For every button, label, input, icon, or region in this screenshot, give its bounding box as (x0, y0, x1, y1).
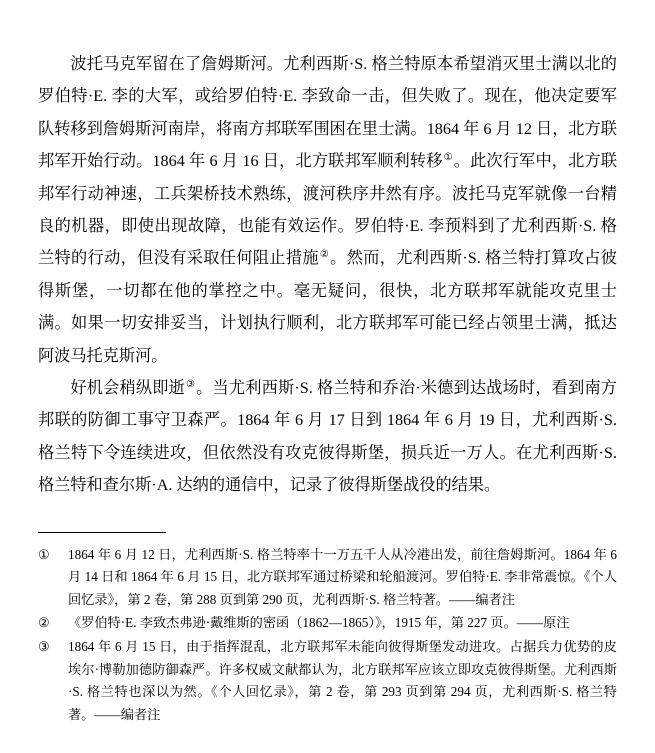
footnote-text: 1864 年 6 月 15 日，由于指挥混乱，北方联邦军未能向彼得斯堡发动进攻。占据兵力优势的皮埃尔·博勒加德防御森严。许多权威文献都认为，北方联邦军应该立即攻克彼得斯堡。尤利西斯·S. 格兰特也深以为然。《个人回忆录》，第 2 卷，第 293 页到第 294 页，尤利西斯·S. 格兰特著。——编者注 (68, 639, 617, 722)
footnote-marker: ② (38, 615, 50, 631)
footnote-item (38, 636, 617, 726)
paragraph-2 (38, 372, 617, 502)
footnote-marker: ③ (38, 639, 50, 655)
paragraph-2-part-2: 。当尤利西斯·S. 格兰特和乔治·米德到达战场时，看到南方邦联的防御工事守卫森严。1864 年 6 月 17 日到 1864 年 6 月 19 日，尤利西斯·S. 格兰特下令连续进攻，但依然没有攻克彼得斯堡，损兵近一万人。在尤利西斯·S. 格兰特和查尔斯·A. 达纳的通信中，记录了彼得斯堡战役的结果。 (38, 379, 617, 495)
body-text (38, 48, 617, 502)
footnote-ref-1[interactable]: ① (443, 151, 453, 163)
footnote-item (38, 544, 617, 612)
footnote-ref-3[interactable]: ③ (185, 378, 196, 390)
footnote-separator (38, 532, 166, 533)
footnote-text: 1864 年 6 月 12 日，尤利西斯·S. 格兰特率十一万五千人从冷港出发，前往詹姆斯河。1864 年 6 月 14 日和 1864 年 6 月 15 日，北方联邦军通过桥梁和轮船渡河。罗伯特·E. 李非常震惊。《个人回忆录》，第 2 卷，第 288 页到第 290 页，尤利西斯·S. 格兰特著。——编者注 (68, 546, 617, 607)
footnote-ref-2[interactable]: ② (319, 249, 330, 261)
footnote-text: 《罗伯特·E. 李致杰弗逊·戴维斯的密函（1862—1865）》，1915 年，第 227 页。——原注 (68, 615, 570, 631)
footnote-marker: ① (38, 546, 50, 562)
paragraph-2-part-1: 好机会稍纵即逝 (70, 379, 185, 398)
paragraph-1 (38, 48, 617, 372)
paragraph-1-part-1: 波托马克军留在了詹姆斯河。尤利西斯·S. 格兰特原本希望消灭里士满以北的罗伯特·E. 李的大军，或给罗伯特·E. 李致命一击，但失败了。现在，他决定要军队转移到詹姆斯河南岸，将南方邦联军围困在里士满。1864 年 6 月 12 日，北方联邦军开始行动。1864 年 6 月 16 日，北方联邦军顺利转移 (38, 55, 617, 171)
footnotes-section (38, 544, 617, 727)
footnote-item (38, 612, 617, 635)
paragraph-1-part-3: 。然而，尤利西斯·S. 格兰特打算攻占彼得斯堡，一切都在他的掌控之中。毫无疑问，很快，北方联邦军就能攻克里士满。如果一切安排妥当，计划执行顺利，北方联邦军可能已经占领里士满，抵达阿波马托克斯河。 (38, 249, 617, 365)
paragraph-1-part-2: 。此次行军中，北方联邦军行动神速，工兵架桥技术熟练，渡河秩序井然有序。波托马克军就像一台精良的机器，即使出现故障，也能有效运作。罗伯特·E. 李预料到了尤利西斯·S. 格兰特的行动，但没有采取任何阻止措施 (38, 152, 618, 268)
